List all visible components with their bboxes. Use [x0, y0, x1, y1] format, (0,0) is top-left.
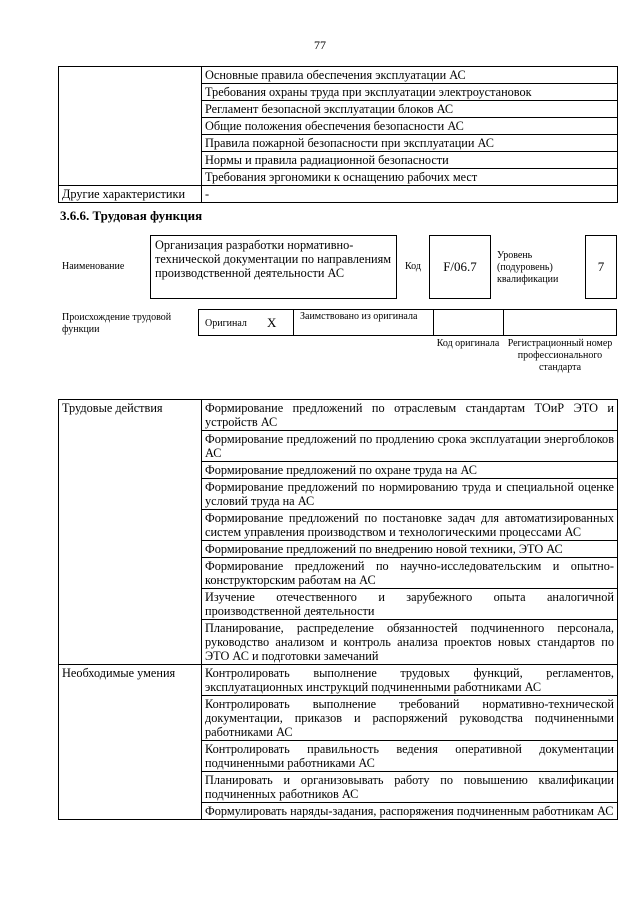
other-characteristics-label: Другие характеристики	[59, 186, 202, 203]
labor-action-item: Формирование предложений по научно-исследовательским и опытно-конструкторским работам на АС	[202, 558, 618, 589]
section-title: 3.6.6. Трудовая функция	[60, 208, 203, 223]
borrowed-cell	[294, 310, 434, 335]
qualification-level-label: Уровень (подуровень) квалификации	[497, 250, 559, 285]
empty-label-cell	[59, 67, 202, 186]
requirement-item: Общие положения обеспечения безопасности АС	[202, 118, 618, 135]
registration-number-caption: Регистрационный номер профессионального стандарта	[507, 338, 613, 373]
required-skills-label: Необходимые умения	[59, 665, 202, 820]
requirement-item: Нормы и правила радиационной безопасности	[202, 152, 618, 169]
borrowed-label: Заимствовано из оригинала	[300, 311, 418, 322]
origin-label: Происхождение трудовой функции	[62, 312, 172, 335]
function-name-box: Организация разработки нормативно-технической документации по направлениям производственной деятельности АС	[150, 235, 397, 299]
original-label: Оригинал	[205, 318, 247, 329]
other-characteristics-value: -	[202, 186, 618, 203]
labor-action-item: Формирование предложений по охране труда на АС	[202, 462, 618, 479]
skill-item: Планировать и организовывать работу по повышению квалификации подчиненных работников АС	[202, 772, 618, 803]
skill-item: Контролировать правильность ведения оперативной документации подчиненными работниками АС	[202, 741, 618, 772]
origin-code-cell	[434, 310, 504, 335]
code-label: Код	[405, 261, 421, 272]
labor-action-item: Формирование предложений по продлению срока эксплуатации энергоблоков АС	[202, 431, 618, 462]
labor-action-item: Изучение отечественного и зарубежного опыта аналогичной производственной деятельности	[202, 589, 618, 620]
page-number: 77	[314, 38, 326, 52]
requirement-item: Требования охраны труда при эксплуатации электроустановок	[202, 84, 618, 101]
skill-item: Формулировать наряды-задания, распоряжения подчиненным работникам АС	[202, 803, 618, 820]
labor-action-item: Формирование предложений по постановке задач для автоматизированных систем управления производством и технологическими процессами АС	[202, 510, 618, 541]
code-original-caption: Код оригинала	[436, 338, 500, 349]
labor-actions-label: Трудовые действия	[59, 400, 202, 665]
labor-action-item: Формирование предложений по нормированию труда и специальной оценке условий труда на АС	[202, 479, 618, 510]
labor-action-item: Планирование, распределение обязанностей подчиненного персонала, руководство анализом и контроль анализа проектов новых стандартов по ЭТО АС и подготовки замечаний	[202, 620, 618, 665]
labor-action-item: Формирование предложений по отраслевым стандартам ТОиР ЭТО и устройств АС	[202, 400, 618, 431]
name-label: Наименование	[62, 261, 125, 272]
skill-item: Контролировать выполнение трудовых функций, регламентов, эксплуатационных инструкций подчиненными работниками АС	[202, 665, 618, 696]
requirement-item: Правила пожарной безопасности при эксплуатации АС	[202, 135, 618, 152]
registration-number-cell	[504, 310, 616, 335]
original-cell	[199, 310, 294, 335]
function-code-box: F/06.7	[429, 235, 491, 299]
qualification-level-box: 7	[585, 235, 617, 299]
requirement-item: Основные правила обеспечения эксплуатации АС	[202, 67, 618, 84]
requirement-item: Регламент безопасной эксплуатации блоков АС	[202, 101, 618, 118]
labor-function-table	[58, 399, 618, 820]
requirement-item: Требования эргономики к оснащению рабочих мест	[202, 169, 618, 186]
original-mark: X	[267, 315, 277, 330]
labor-action-item: Формирование предложений по внедрению новой техники, ЭТО АС	[202, 541, 618, 558]
skill-item: Контролировать выполнение требований нормативно-технической документации, приказов и распоряжений руководства подчиненными работниками АС	[202, 696, 618, 741]
requirements-continuation-table	[58, 66, 618, 203]
origin-strip	[198, 309, 617, 336]
